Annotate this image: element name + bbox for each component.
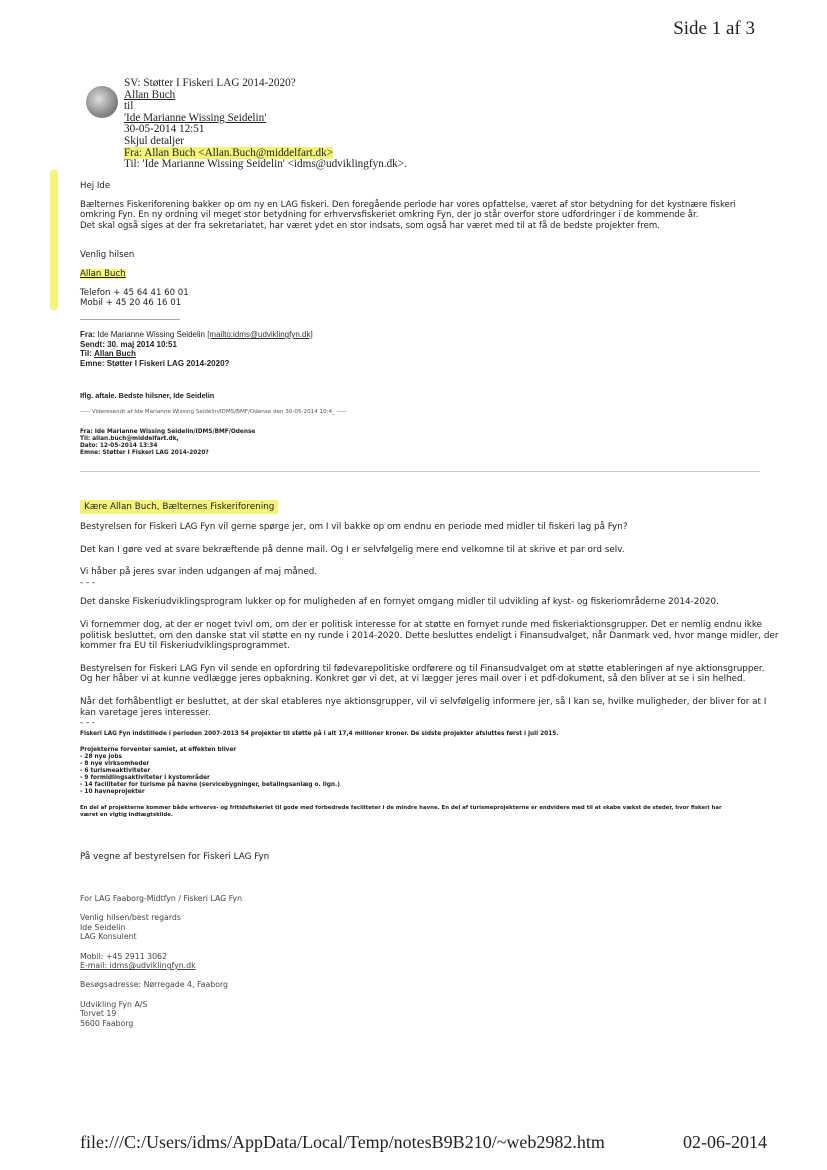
- footer-url: file:///C:/Users/idms/AppData/Local/Temp/notesB9B210/~web2982.htm: [80, 1132, 605, 1152]
- org: For LAG Faaborg-Midtfyn / Fiskeri LAG Fyn: [80, 894, 243, 903]
- contact-block: [80, 894, 242, 1028]
- phone: Telefon + 45 64 41 60 01: [80, 288, 189, 299]
- from-value: Ide Marianne Wissing Seidelin: [97, 330, 205, 339]
- list-item: - 6 turismeaktiviteter: [80, 768, 151, 774]
- closing: Venlig hilsen: [80, 249, 135, 260]
- page-number: Side 1 af 3: [673, 18, 755, 39]
- reply-para-line3: Det skal også siges at der fra sekretariatet, har været ydet en stor indsats, som også har været med til at få de bedste projekter frem.: [80, 220, 660, 231]
- list-item: - 10 havneprojekter: [80, 789, 145, 795]
- letter-p7-l2: kan varetage jeres interesser.: [80, 707, 211, 718]
- letter-p1: Bestyrelsen for Fiskeri LAG Fyn vil gerne spørge jer, om I vil bakke op om endnu en periode med midler til fiskeri lag på Fyn?: [80, 522, 628, 532]
- letter-p2: Det kan I gøre ved at svare bekræftende på denne mail. Og I er selvfølgelig mere end velkomne til at skrive et par ord selv.: [80, 544, 625, 555]
- divider: [80, 319, 180, 320]
- letter-p4: Det danske Fiskeriudviklingsprogram lukker op for muligheden af en fornyet omgang midler til udvikling af kyst- og fiskeriområderne 2014-2020.: [80, 597, 719, 608]
- letter-p7-l1: Når det forhåbentligt er besluttet, at der skal etableres nye aktionsgrupper, vil vi selvfølgelig informere jer, så I kan se, hvilke muligheder, der bliver for at I: [80, 696, 767, 707]
- to-label: Til:: [80, 349, 92, 359]
- footer-date: 02-06-2014: [683, 1132, 767, 1152]
- letter-p6-l1: Bestyrelsen for Fiskeri LAG Fyn vil sende en opfordring til fødevarepolitiske ordførere og til Finansudvalget om at støtte etableringen af nye aktionsgrupper.: [80, 663, 765, 674]
- mailto-link[interactable]: [mailto:idms@udviklingfyn.dk]: [207, 330, 313, 339]
- letter-p6-l2: Og her håber vi at kunne vedlægge jeres opbakning. Konkret gør vi det, at vi lægger jeres mail over i et pdf-dokument, så den bliver at se i sin helhed.: [80, 674, 746, 685]
- section-divider: [80, 471, 760, 472]
- hide-details-link[interactable]: Skjul detaljer: [124, 134, 184, 147]
- letter-p9-l1: En del af projekterne kommer både erhvervs- og fritidsfiskeriet til gode med forbedrede faciliteter i de mindre havne. En del af turismeprojekterne er endvidere med til at skabe vækst de steder, hvor fiskeri har: [80, 805, 722, 811]
- letter-body: [80, 522, 780, 729]
- letter-p9-l2: været en vigtig indtægtskilde.: [80, 812, 173, 818]
- dashes-1: - - -: [80, 577, 96, 588]
- letter-p3: Vi håber på jeres svar inden udgangen af maj måned.: [80, 567, 318, 578]
- signature: Allan Buch: [80, 269, 126, 280]
- fwd-from: Fra: Ide Marianne Wissing Seidelin/IDMS/BMF/Odense: [80, 429, 256, 435]
- mail-header: [124, 78, 407, 171]
- letter-p5-l3: kommer fra EU til Fiskeriudviklingsprogrammet.: [80, 641, 290, 652]
- list-item: - 28 nye jobs: [80, 754, 122, 760]
- email-link[interactable]: E-mail: idms@udviklingfyn.dk: [80, 961, 196, 971]
- to-value: Allan Buch: [94, 349, 136, 359]
- from-name[interactable]: Allan Buch: [124, 88, 176, 101]
- highlight-mark: [50, 170, 58, 310]
- sender-avatar: [86, 86, 118, 118]
- from-full: Fra: Allan Buch <Allan.Buch@middelfart.dk>: [124, 146, 334, 159]
- to-word: til: [124, 100, 134, 113]
- reply-para-line1: Bælternes Fiskeriforening bakker op om ny en LAG fiskeri. Den foregående periode har vores opfattelse, været af stor betydning for det kystnære fiskeri: [80, 200, 736, 211]
- forward-details: [80, 429, 255, 457]
- list-title: Projekterne forventer samlet, at effekten bliver: [80, 747, 237, 753]
- city: 5600 Faaborg: [80, 1018, 134, 1028]
- company: Udvikling Fyn A/S: [80, 999, 148, 1009]
- reply-para-line2: omkring Fyn. En ny ordning vil meget stor betydning for erhvervsfiskeriet omkring Fyn, der jo står overfor store udfordringer i de kommende år.: [80, 210, 699, 221]
- fwd-date: Dato: 12-05-2014 13:34: [80, 443, 158, 449]
- list-item: - 8 nye virksomheder: [80, 761, 150, 767]
- salutation: Kære Allan Buch, Bælternes Fiskeriforening: [80, 500, 278, 514]
- to-name[interactable]: 'Ide Marianne Wissing Seidelin': [124, 111, 267, 124]
- sender-title: LAG Konsulent: [80, 932, 137, 942]
- datetime: 30-05-2014 12:51: [124, 123, 205, 136]
- note: Iflg. aftale. Bedste hilsner, Ide Seidelin: [80, 391, 215, 400]
- letter-p8: Fiskeri LAG Fyn indstillede i perioden 2007-2013 54 projekter til støtte på i alt 17,4 millioner kroner. De sidste projekter afsluttes først i juli 2015.: [80, 731, 559, 737]
- behalf: På vegne af bestyrelsen for Fiskeri LAG Fyn: [80, 852, 270, 862]
- greeting: Hej Ide: [80, 181, 111, 191]
- quoted-header: [80, 330, 313, 368]
- sent-value: 30. maj 2014 10:51: [107, 339, 177, 349]
- to-full: Til: 'Ide Marianne Wissing Seidelin' <idms@udviklingfyn.dk>.: [124, 158, 407, 171]
- fwd-to: Til: allan.buch@middelfart.dk,: [80, 436, 179, 442]
- subject-label: Emne:: [80, 358, 105, 368]
- from-label: Fra:: [80, 330, 96, 339]
- forward-line: ----- Videresendt af Ide Marianne Wissing Seidelin/IDMS/BMF/Odense den 30-05-2014 10:4_ -----: [80, 409, 347, 415]
- regards: Venlig hilsen/best regards: [80, 913, 181, 923]
- subject: SV: Støtter I Fiskeri LAG 2014-2020?: [124, 77, 296, 89]
- list-item: - 9 formidlingsaktiviteter i kystområder: [80, 775, 210, 781]
- visit-address: Besøgsadresse: Nørregade 4, Faaborg: [80, 980, 229, 990]
- street: Torvet 19: [80, 1009, 117, 1019]
- letter-p5-l1: Vi fornemmer dog, at der er noget tvivl om, om der er politisk interesse for at støtte en fornyet runde med fiskeriaktionsgrupper. Det er nemlig endnu ikke: [80, 619, 763, 630]
- letter-p5-l2: politisk besluttet, om den danske stat vil støtte en ny runde i 2014-2020. Dette besluttes endeligt i Finansudvalget, når Danmark ved, hvor mange midler, der: [80, 630, 779, 641]
- fwd-subject: Emne: Støtter I Fiskeri LAG 2014-2020?: [80, 450, 209, 456]
- dashes-2: - - -: [80, 718, 96, 729]
- sent-label: Sendt:: [80, 339, 105, 349]
- mobile-number: Mobil: +45 2911 3062: [80, 951, 167, 961]
- list-item: - 14 faciliteter for turisme på havne (servicebygninger, betalingsanlæg o. lign.): [80, 782, 340, 788]
- stats-block: [80, 731, 780, 819]
- mobile: Mobil + 45 20 46 16 01: [80, 298, 182, 309]
- sender-name: Ide Seidelin: [80, 922, 126, 932]
- subject-value: Støtter I Fiskeri LAG 2014-2020?: [106, 358, 230, 368]
- salutation-wrap: [80, 502, 278, 512]
- reply-body: [80, 181, 770, 309]
